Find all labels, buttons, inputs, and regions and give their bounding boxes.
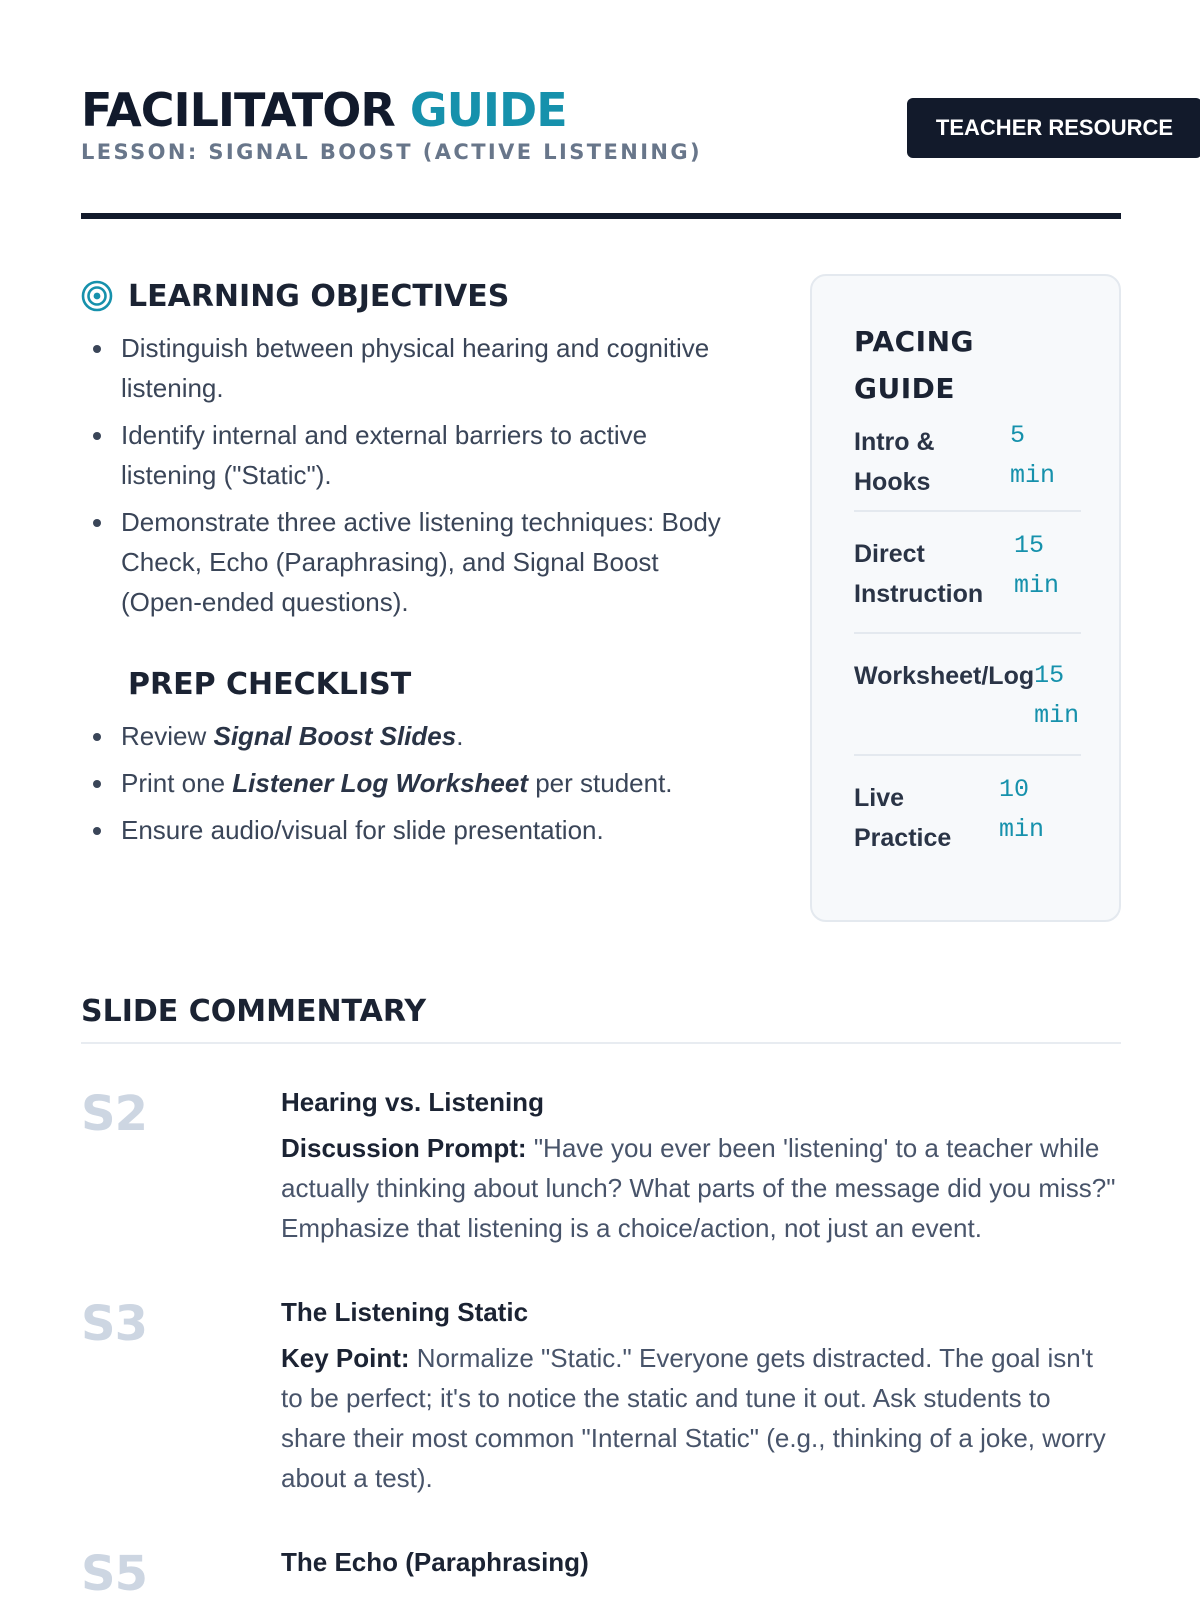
pacing-time: 15 min xyxy=(1034,661,1080,730)
slide-number: S5 xyxy=(81,1546,147,1600)
pacing-label: Worksheet/Log xyxy=(854,662,1035,690)
pacing-time: 10 min xyxy=(999,775,1045,844)
prep-item-text: Ensure audio/visual for slide presentation. xyxy=(121,815,604,845)
prep-item xyxy=(81,763,721,803)
teacher-resource-badge: TEACHER RESOURCE xyxy=(907,98,1200,158)
slide-body-text: "Have you ever been 'listening' to a teacher while actually thinking about lunch? What parts of the message did you miss?" Emphasize that listening is a choice/action, not just an event. xyxy=(281,1133,1116,1243)
prep-item-emphasis: Signal Boost Slides xyxy=(213,721,457,751)
prep-item-text: per student. xyxy=(527,768,673,798)
slide-item xyxy=(81,1292,1121,1498)
slide-title: Hearing vs. Listening xyxy=(281,1087,544,1117)
objective-item: Distinguish between physical hearing and cognitive listening. xyxy=(81,328,721,408)
slide-body xyxy=(281,1338,1121,1498)
objectives-list xyxy=(81,328,721,622)
pacing-label: Live Practice xyxy=(854,784,952,852)
objective-item: Identify internal and external barriers to active listening ("Static"). xyxy=(81,415,721,495)
pacing-heading: PACING GUIDE xyxy=(854,325,975,405)
pacing-label: Direct Instruction xyxy=(854,540,984,608)
objectives-section xyxy=(81,276,721,857)
lesson-subtitle: LESSON: SIGNAL BOOST (ACTIVE LISTENING) xyxy=(81,140,703,164)
pacing-label: Intro & Hooks xyxy=(854,428,935,496)
page-header xyxy=(81,82,1174,164)
pacing-time: 15 min xyxy=(1014,531,1060,600)
commentary-divider xyxy=(81,1042,1121,1044)
slide-number: S2 xyxy=(81,1086,147,1142)
pacing-time: 5 min xyxy=(1010,421,1056,490)
prep-item-emphasis: Listener Log Worksheet xyxy=(232,768,528,798)
pacing-rows xyxy=(854,412,1079,878)
prep-item-text: . xyxy=(456,721,464,751)
slide-title: The Listening Static xyxy=(281,1297,529,1327)
target-icon xyxy=(81,280,113,312)
pacing-row xyxy=(854,756,1081,878)
objective-item: Demonstrate three active listening techniques: Body Check, Echo (Paraphrasing), and Signal Boost (Open-ended questions). xyxy=(81,502,721,622)
slide-title: The Echo (Paraphrasing) xyxy=(281,1547,589,1577)
prep-heading: PREP CHECKLIST xyxy=(128,666,412,702)
objectives-heading xyxy=(81,276,721,316)
slide-body-text: Normalize "Static." Everyone gets distracted. The goal isn't to be perfect; it's to notice the static and tune it out. Ask students to share their most common "Internal Static" (e.g., thinking of a joke, worry about a test). xyxy=(281,1343,1106,1493)
slide-number: S3 xyxy=(81,1296,147,1352)
pacing-guide-card xyxy=(810,274,1121,922)
slide-body-label: Key Point: xyxy=(281,1343,410,1373)
pacing-row xyxy=(854,512,1081,634)
slide-body xyxy=(281,1128,1121,1248)
slide-commentary-section xyxy=(81,992,1121,1600)
slide-item xyxy=(81,1542,1121,1600)
prep-item xyxy=(81,716,721,756)
slide-item xyxy=(81,1082,1121,1248)
header-divider xyxy=(81,213,1121,219)
prep-item-text: Print one xyxy=(121,768,233,798)
pacing-row xyxy=(854,412,1081,512)
objectives-heading-text: LEARNING OBJECTIVES xyxy=(128,278,510,314)
title-main: FACILITATOR xyxy=(81,83,395,137)
slide-list xyxy=(81,1082,1121,1600)
commentary-heading: SLIDE COMMENTARY xyxy=(81,994,427,1029)
slide-body-label: Discussion Prompt: xyxy=(281,1133,527,1163)
prep-item-text: Review xyxy=(121,721,214,751)
prep-list xyxy=(81,716,721,850)
title-accent: GUIDE xyxy=(409,83,567,137)
pacing-row xyxy=(854,634,1081,756)
prep-item xyxy=(81,810,721,850)
